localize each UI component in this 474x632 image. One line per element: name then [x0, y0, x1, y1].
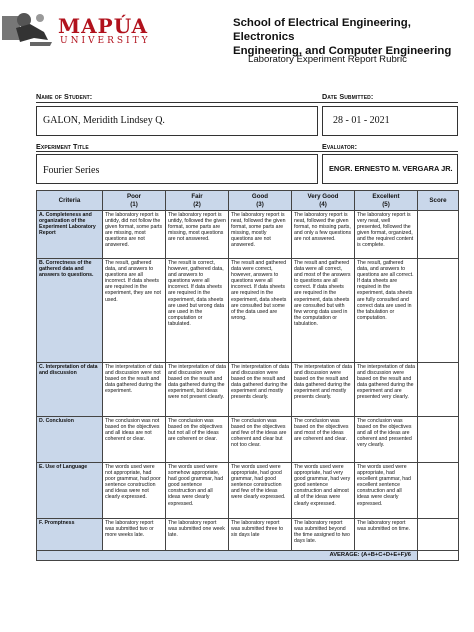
table-row: [37, 259, 459, 363]
divider-line: [36, 102, 458, 103]
rubric-cell: The words used were appropriate, had excellent grammar, had excellent sentence construction and all ideas were clearly expressed.: [355, 463, 418, 519]
rubric-cell: The laboratory report is untidy, did not follow the given format, some parts are missing, most questions are not answered.: [103, 211, 166, 259]
experiment-label: Experiment Title: [36, 142, 89, 151]
score-cell[interactable]: [418, 417, 459, 463]
average-label: AVERAGE: (A+B+C+D+E+F)/6: [37, 551, 418, 561]
rubric-cell: The interpretation of data and discussion were based on the result and data gathered during the experiment, but ideas were not present clearly.: [166, 363, 229, 417]
rubric-cell: The conclusion was based on the objectives and all of the ideas are coherent and presented very clearly.: [355, 417, 418, 463]
rubric-cell: The words used were appropriate, had very good grammar, had very good sentence construction and almost all of the ideas were clearly expressed.: [292, 463, 355, 519]
date-label: Date Submitted:: [322, 92, 374, 101]
rubric-cell: The interpretation of data and discussion were based on the result and data gathered during the experiment and mostly presents clearly.: [292, 363, 355, 417]
rubric-cell: The laboratory report was submitted beyond the time assigned to two days late.: [292, 519, 355, 551]
criteria-cell: D. Conclusion: [37, 417, 103, 463]
rubric-cell: The conclusion was based on the objectives and most of the ideas are coherent and clear.: [292, 417, 355, 463]
score-cell[interactable]: [418, 363, 459, 417]
rubric-cell: The conclusion was not based on the objectives and all ideas are not coherent or clear.: [103, 417, 166, 463]
rubric-table: [36, 190, 459, 561]
rubric-title: Laboratory Experiment Report Rubric: [248, 54, 407, 65]
table-row: [37, 519, 459, 551]
score-cell[interactable]: [418, 211, 459, 259]
rubric-cell: The words used were appropriate, had good grammar, had good sentence construction and few of the ideas were clearly expressed.: [229, 463, 292, 519]
university-logo: [0, 6, 170, 52]
rubric-cell: The interpretation of data and discussion were based on the result and data gathered during the experiment and are presented very clearly.: [355, 363, 418, 417]
criteria-cell: A. Completeness and organization of the Experiment Laboratory Report: [37, 211, 103, 259]
header-good: Good (3): [229, 191, 292, 211]
rubric-cell: The laboratory report is neat, followed the given format, some parts are missing, mostly questions are not answered.: [229, 211, 292, 259]
rubric-cell: The conclusion was based on the objectives but not all of the ideas are coherent or clear.: [166, 417, 229, 463]
rubric-cell: The result and gathered data were all correct, and most of the answers to questions are all correct. If data sheets are required in the experiment, data sheets are consulted but with few wrong data used in the computation or tabulation.: [292, 259, 355, 363]
experiment-title-value: Fourier Series: [43, 165, 100, 176]
logo-wordmark: MAPÚA: [58, 14, 149, 38]
date-field[interactable]: [322, 106, 458, 136]
average-row: [37, 551, 459, 561]
rubric-cell: The laboratory report was submitted two or more weeks late.: [103, 519, 166, 551]
score-cell[interactable]: [418, 463, 459, 519]
rubric-cell: The conclusion was based on the objectives and few of the ideas are coherent and clear but not too clear.: [229, 417, 292, 463]
rubric-cell: The laboratory report is untidy, followed the given format, some parts are missing, most questions are not answered.: [166, 211, 229, 259]
score-cell[interactable]: [418, 519, 459, 551]
criteria-cell: C. Interpretation of data and discussion: [37, 363, 103, 417]
divider-line: [36, 151, 458, 152]
rubric-cell: The interpretation of data and discussion were based on the result and data gathered during the experiment and mostly presents clearly.: [229, 363, 292, 417]
school-name-line2: Engineering, and Computer Engineering: [233, 45, 452, 57]
rubric-cell: The interpretation of data and discussion were not based on the result and data gathered during the experiment.: [103, 363, 166, 417]
score-cell[interactable]: [418, 259, 459, 363]
rubric-cell: The laboratory report is very neat, well presented, followed the given format, organized, and the required content is complete.: [355, 211, 418, 259]
average-score-cell[interactable]: [418, 551, 459, 561]
table-row: [37, 417, 459, 463]
rubric-cell: The laboratory report is neat, followed the given format, no missing parts, and only a few questions are not answered.: [292, 211, 355, 259]
header-poor: Poor (1): [103, 191, 166, 211]
header-excellent: Excellent (5): [355, 191, 418, 211]
criteria-cell: B. Correctness of the gathered data and answers to questions.: [37, 259, 103, 363]
page-header: [0, 0, 474, 90]
student-name-field[interactable]: [36, 106, 318, 136]
experiment-title-field[interactable]: [36, 154, 318, 184]
evaluator-label: Evaluator:: [322, 142, 358, 151]
table-row: [37, 363, 459, 417]
header-score: Score: [418, 191, 459, 211]
rubric-cell: The result and gathered data were correct, however, answers to questions were all incorrect. If data sheets are required in the experiment, data sheets are consulted but some of the data used are wrong.: [229, 259, 292, 363]
rubric-cell: The words used were not appropriate, had poor grammar, had poor sentence construction and ideas were not clearly expressed.: [103, 463, 166, 519]
rubric-cell: The result, gathered data, and answers to questions are all incorrect. If data sheets are required in the experiment, they are not used.: [103, 259, 166, 363]
header-criteria: Criteria: [37, 191, 103, 211]
rubric-cell: The laboratory report was submitted on time.: [355, 519, 418, 551]
rubric-cell: The laboratory report was submitted one week late.: [166, 519, 229, 551]
seal-icon: [0, 6, 56, 52]
header-very-good: Very Good (4): [292, 191, 355, 211]
rubric-header-row: [37, 191, 459, 211]
logo-subtitle: UNIVERSITY: [60, 36, 151, 46]
date-value: 28 - 01 - 2021: [333, 115, 390, 126]
evaluator-value: ENGR. ERNESTO M. VERGARA JR.: [329, 164, 453, 173]
table-row: [37, 463, 459, 519]
school-name: [233, 16, 468, 58]
header-fair: Fair (2): [166, 191, 229, 211]
table-row: [37, 211, 459, 259]
rubric-cell: The laboratory report was submitted three to six days late: [229, 519, 292, 551]
rubric-cell: The result is correct, however, gathered data, and answers to questions were all incorrect. If data sheets are required in the experiment, data sheets are used but wrong data are used in the computation or tabulated.: [166, 259, 229, 363]
rubric-cell: The result, gathered data, and answers to questions are all correct. If data sheets are required in the experiment, data sheets are fully consulted and correct data are used in the tabulation or computation.: [355, 259, 418, 363]
criteria-cell: E. Use of Language: [37, 463, 103, 519]
student-label: Name of Student:: [36, 92, 93, 101]
criteria-cell: F. Promptness: [37, 519, 103, 551]
evaluator-field[interactable]: [322, 154, 458, 184]
student-name-value: GALON, Meridith Lindsey Q.: [43, 115, 165, 126]
school-name-line1: School of Electrical Engineering, Electronics: [233, 17, 411, 43]
rubric-cell: The words used were somehow appropriate, had good grammar, had good sentence construction and all ideas were clearly expressed.: [166, 463, 229, 519]
